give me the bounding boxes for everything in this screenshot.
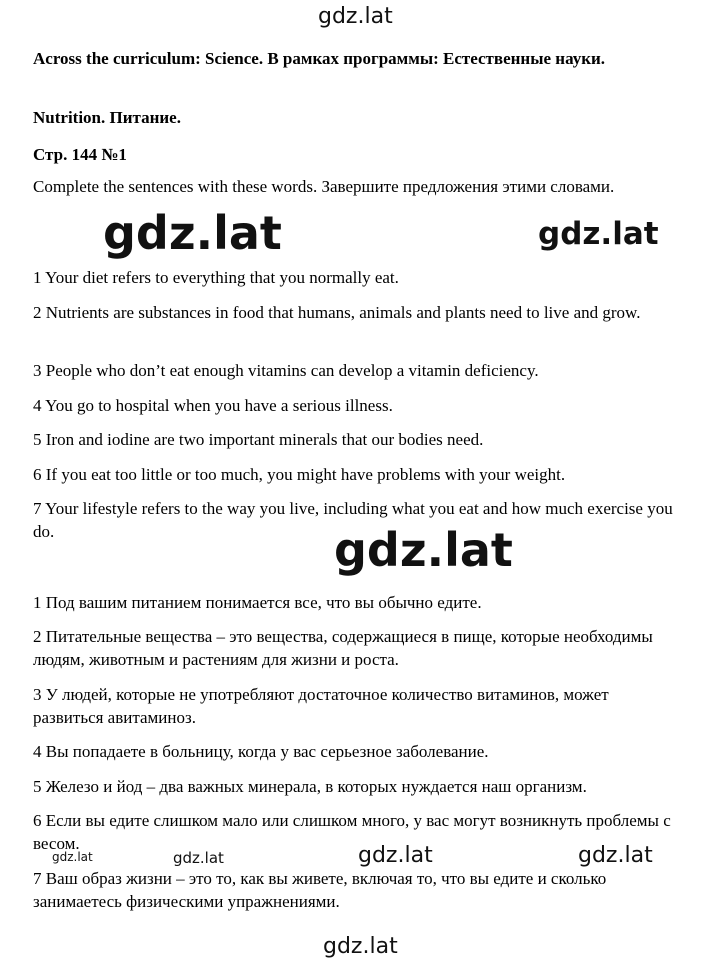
watermark-medium-2: gdz.lat [358,843,433,868]
watermark-small-1: gdz.lat [52,850,93,864]
watermark-medium-3: gdz.lat [578,843,653,868]
english-sentence-1: 1 Your diet refers to everything that you normally eat. [33,268,399,287]
russian-sentence-6: 6 Если вы едите слишком мало или слишком много, у вас могут возникнуть проблемы с весом. [33,811,671,853]
english-sentence-7: 7 Your lifestyle refers to the way you live, including what you eat and how much exercise you do. [33,499,673,541]
watermark-large-center: gdz.lat [334,523,513,577]
russian-sentence-5: 5 Железо и йод – два важных минерала, в которых нуждается наш организм. [33,777,587,796]
english-sentence-3: 3 People who don’t eat enough vitamins can develop a vitamin deficiency. [33,361,539,380]
instruction: Complete the sentences with these words. Завершите предложения этими словами. [33,177,615,196]
english-sentence-4: 4 You go to hospital when you have a serious illness. [33,396,393,415]
english-sentence-5: 5 Iron and iodine are two important minerals that our bodies need. [33,430,484,449]
english-sentence-6: 6 If you eat too little or too much, you might have problems with your weight. [33,465,566,484]
russian-sentence-2: 2 Питательные вещества – это вещества, содержащиеся в пище, которые необходимы людям, животным и растениям для жизни и роста. [33,627,653,669]
english-sentence-2: 2 Nutrients are substances in food that humans, animals and plants need to live and grow. [33,303,641,322]
russian-sentence-7: 7 Ваш образ жизни – это то, как вы живете, включая то, что вы едите и сколько занимаетесь физическими упражнениями. [33,869,607,911]
heading: Across the curriculum: Science. В рамках программы: Естественные науки. [33,49,606,68]
watermark-small-2: gdz.lat [173,849,224,867]
watermark-medium-right: gdz.lat [538,216,659,252]
russian-sentence-1: 1 Под вашим питанием понимается все, что вы обычно едите. [33,593,482,612]
russian-sentence-3: 3 У людей, которые не употребляют достаточное количество витаминов, может развиться авитаминоз. [33,685,609,727]
exercise-number: Стр. 144 №1 [33,145,127,164]
subheading: Nutrition. Питание. [33,108,181,127]
watermark-top: gdz.lat [318,4,393,29]
watermark-bottom: gdz.lat [323,934,398,959]
russian-sentence-4: 4 Вы попадаете в больницу, когда у вас серьезное заболевание. [33,742,489,761]
watermark-large-left: gdz.lat [103,206,282,260]
